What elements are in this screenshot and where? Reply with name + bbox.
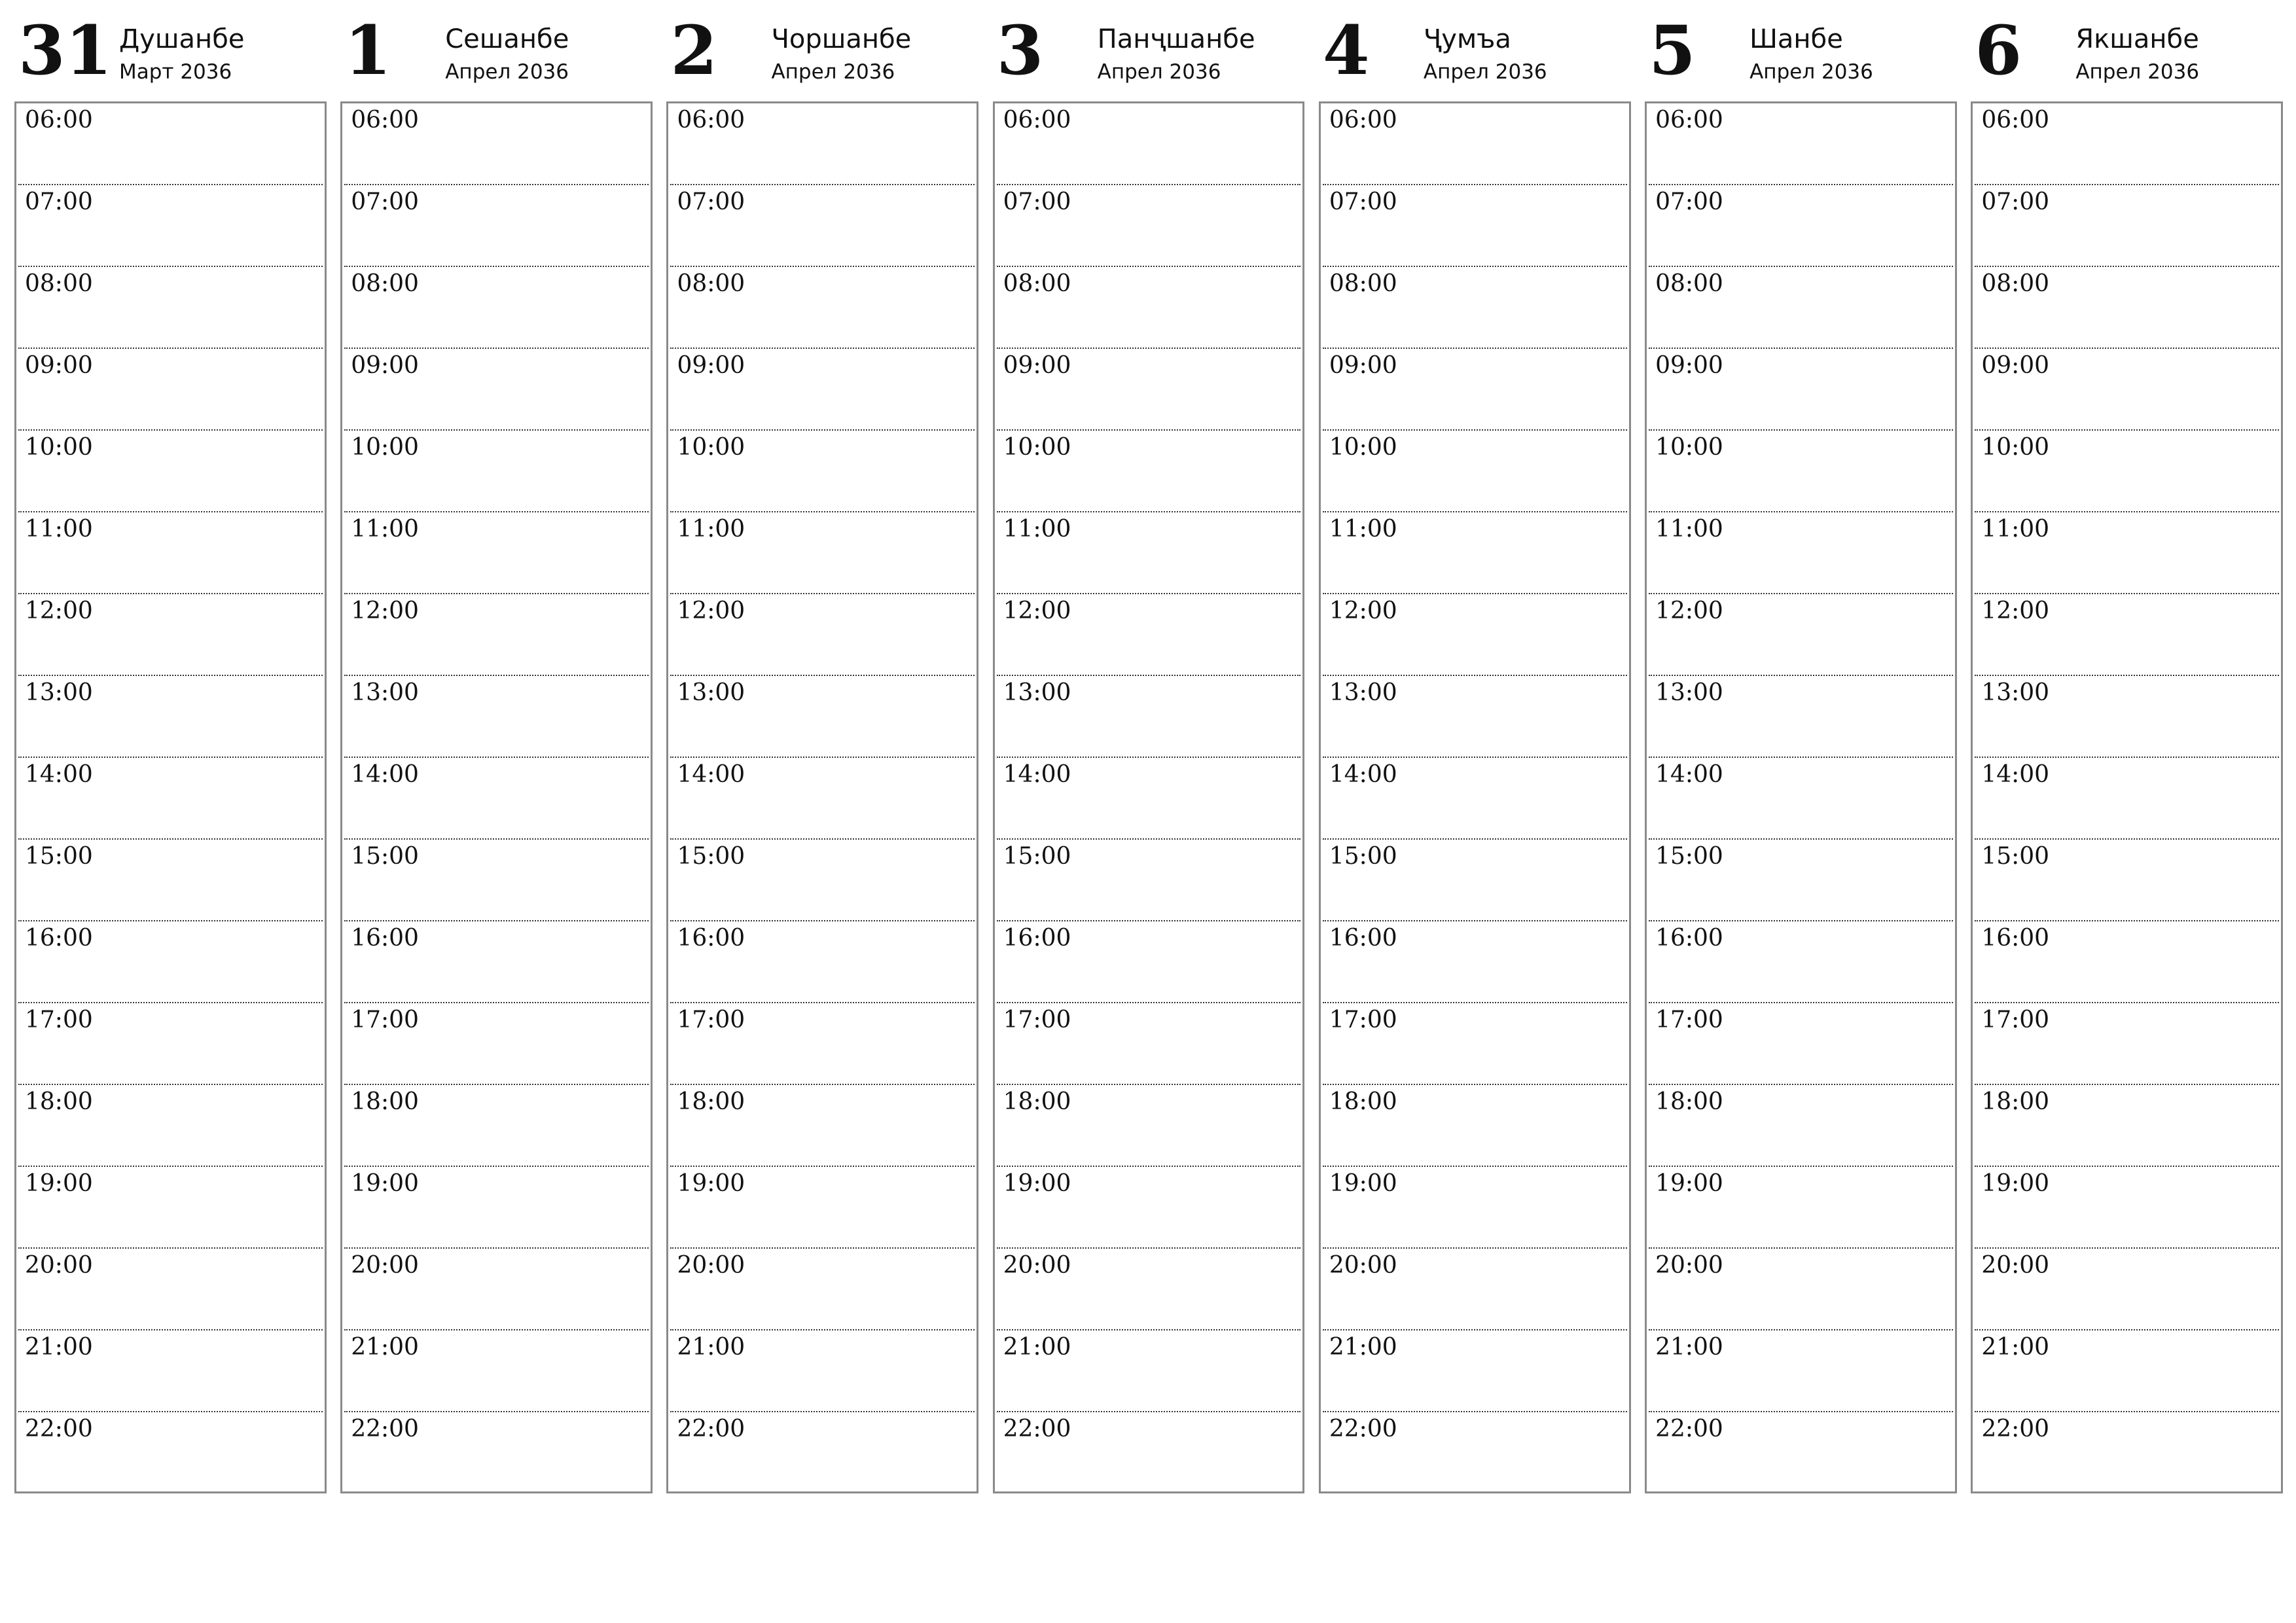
time-label: 07:00 <box>25 188 93 215</box>
time-label: 18:00 <box>1981 1088 2050 1115</box>
time-slot[interactable] <box>344 512 649 594</box>
time-slot[interactable] <box>670 103 975 185</box>
time-slot[interactable] <box>997 1167 1301 1249</box>
time-slot[interactable] <box>1323 431 1627 512</box>
month-year: Апрел 2036 <box>1097 60 1221 84</box>
time-slot[interactable] <box>18 267 323 349</box>
time-label: 07:00 <box>677 188 745 215</box>
time-label: 08:00 <box>1329 270 1397 297</box>
time-slot[interactable] <box>1323 349 1627 431</box>
time-slot[interactable] <box>1975 431 2279 512</box>
time-slot[interactable] <box>1323 1249 1627 1330</box>
time-slot[interactable] <box>18 594 323 676</box>
time-slot[interactable] <box>1323 267 1627 349</box>
time-slot[interactable] <box>1975 1085 2279 1167</box>
time-slot[interactable] <box>997 103 1301 185</box>
day-number: 1 <box>344 11 391 90</box>
time-slot[interactable] <box>18 676 323 758</box>
time-slot[interactable] <box>1323 512 1627 594</box>
time-slot[interactable] <box>18 1412 323 1491</box>
time-label: 09:00 <box>1003 352 1071 379</box>
time-slot[interactable] <box>997 349 1301 431</box>
time-label: 16:00 <box>1655 925 1723 952</box>
time-slot[interactable] <box>670 431 975 512</box>
time-label: 14:00 <box>677 761 745 788</box>
time-slot[interactable] <box>344 185 649 267</box>
time-label: 20:00 <box>1655 1252 1723 1279</box>
time-slot[interactable] <box>1323 676 1627 758</box>
time-slot[interactable] <box>670 1330 975 1412</box>
time-slot[interactable] <box>1975 594 2279 676</box>
time-label: 08:00 <box>25 270 93 297</box>
month-year: Апрел 2036 <box>1423 60 1547 84</box>
time-label: 18:00 <box>25 1088 93 1115</box>
time-slot[interactable] <box>1975 1167 2279 1249</box>
time-slot[interactable] <box>1323 840 1627 921</box>
day-column <box>666 11 978 1493</box>
time-label: 11:00 <box>25 516 93 543</box>
time-label: 17:00 <box>677 1007 745 1033</box>
time-slot[interactable] <box>1975 1330 2279 1412</box>
day-header <box>1319 11 1631 101</box>
time-label: 13:00 <box>677 679 745 706</box>
time-slot[interactable] <box>18 431 323 512</box>
time-label: 13:00 <box>1981 679 2050 706</box>
time-slot[interactable] <box>1975 512 2279 594</box>
time-slot[interactable] <box>1649 1167 1953 1249</box>
time-label: 16:00 <box>25 925 93 952</box>
time-label: 15:00 <box>1329 843 1397 870</box>
time-slot[interactable] <box>1649 103 1953 185</box>
time-label: 13:00 <box>1655 679 1723 706</box>
time-slot[interactable] <box>18 1249 323 1330</box>
time-slot[interactable] <box>1975 1003 2279 1085</box>
time-slot[interactable] <box>997 840 1301 921</box>
time-slot[interactable] <box>1975 103 2279 185</box>
time-label: 11:00 <box>1329 516 1397 543</box>
weekday-name: Панҷшанбе <box>1097 24 1255 54</box>
time-slot[interactable] <box>1649 1003 1953 1085</box>
time-label: 08:00 <box>351 270 419 297</box>
time-label: 12:00 <box>1981 597 2050 624</box>
time-slot[interactable] <box>344 1412 649 1491</box>
day-number: 3 <box>996 11 1044 90</box>
time-label: 07:00 <box>1329 188 1397 215</box>
time-slot[interactable] <box>1975 676 2279 758</box>
time-label: 10:00 <box>1981 434 2050 461</box>
day-header <box>666 11 978 101</box>
time-label: 12:00 <box>351 597 419 624</box>
time-label: 21:00 <box>1981 1334 2050 1361</box>
day-column <box>14 11 327 1493</box>
time-label: 12:00 <box>25 597 93 624</box>
day-header <box>1645 11 1957 101</box>
day-schedule-box <box>666 101 978 1493</box>
month-year: Апрел 2036 <box>1749 60 1873 84</box>
day-schedule-box <box>1645 101 1957 1493</box>
time-slot[interactable] <box>997 758 1301 840</box>
time-slot[interactable] <box>344 431 649 512</box>
time-slot[interactable] <box>997 1330 1301 1412</box>
time-label: 11:00 <box>1003 516 1071 543</box>
time-label: 06:00 <box>25 107 93 134</box>
time-slot[interactable] <box>1975 758 2279 840</box>
time-label: 17:00 <box>1003 1007 1071 1033</box>
day-header <box>14 11 327 101</box>
time-label: 21:00 <box>1655 1334 1723 1361</box>
time-label: 14:00 <box>1655 761 1723 788</box>
time-label: 10:00 <box>677 434 745 461</box>
time-slot[interactable] <box>18 840 323 921</box>
time-label: 07:00 <box>1003 188 1071 215</box>
month-year: Апрел 2036 <box>2075 60 2200 84</box>
time-label: 14:00 <box>351 761 419 788</box>
time-label: 19:00 <box>25 1170 93 1197</box>
time-slot[interactable] <box>1649 1085 1953 1167</box>
time-slot[interactable] <box>1649 1330 1953 1412</box>
time-label: 20:00 <box>1003 1252 1071 1279</box>
weekday-name: Шанбе <box>1749 24 1843 54</box>
weekday-name: Душанбе <box>119 24 245 54</box>
day-header <box>993 11 1305 101</box>
time-label: 07:00 <box>1981 188 2050 215</box>
time-slot[interactable] <box>670 267 975 349</box>
time-label: 15:00 <box>25 843 93 870</box>
time-label: 17:00 <box>351 1007 419 1033</box>
time-label: 14:00 <box>1329 761 1397 788</box>
time-label: 07:00 <box>351 188 419 215</box>
time-slot[interactable] <box>344 103 649 185</box>
time-label: 16:00 <box>351 925 419 952</box>
time-slot[interactable] <box>18 512 323 594</box>
time-label: 21:00 <box>25 1334 93 1361</box>
day-number: 5 <box>1649 11 1696 90</box>
time-slot[interactable] <box>18 349 323 431</box>
time-slot[interactable] <box>670 1412 975 1491</box>
time-label: 18:00 <box>1329 1088 1397 1115</box>
time-label: 17:00 <box>1329 1007 1397 1033</box>
time-slot[interactable] <box>1323 758 1627 840</box>
time-label: 19:00 <box>1981 1170 2050 1197</box>
time-label: 16:00 <box>1329 925 1397 952</box>
time-slot[interactable] <box>1649 512 1953 594</box>
time-slot[interactable] <box>670 185 975 267</box>
time-label: 10:00 <box>1655 434 1723 461</box>
time-slot[interactable] <box>1649 1412 1953 1491</box>
time-slot[interactable] <box>997 1249 1301 1330</box>
time-slot[interactable] <box>670 1249 975 1330</box>
time-label: 13:00 <box>1003 679 1071 706</box>
time-slot[interactable] <box>18 921 323 1003</box>
time-slot[interactable] <box>1649 676 1953 758</box>
time-label: 10:00 <box>1329 434 1397 461</box>
time-label: 21:00 <box>351 1334 419 1361</box>
time-slot[interactable] <box>344 676 649 758</box>
time-slot[interactable] <box>1975 921 2279 1003</box>
time-label: 06:00 <box>351 107 419 134</box>
time-label: 14:00 <box>1981 761 2050 788</box>
time-label: 16:00 <box>1981 925 2050 952</box>
time-slot[interactable] <box>344 1003 649 1085</box>
time-slot[interactable] <box>344 1085 649 1167</box>
time-slot[interactable] <box>18 1003 323 1085</box>
month-year: Апрел 2036 <box>445 60 569 84</box>
time-label: 21:00 <box>1003 1334 1071 1361</box>
time-slot[interactable] <box>18 185 323 267</box>
time-label: 06:00 <box>1655 107 1723 134</box>
time-slot[interactable] <box>344 921 649 1003</box>
day-schedule-box <box>993 101 1305 1493</box>
time-label: 20:00 <box>1329 1252 1397 1279</box>
time-slot[interactable] <box>1649 840 1953 921</box>
time-slot[interactable] <box>670 512 975 594</box>
day-header <box>340 11 653 101</box>
time-label: 12:00 <box>677 597 745 624</box>
time-label: 15:00 <box>351 843 419 870</box>
time-label: 19:00 <box>351 1170 419 1197</box>
time-label: 18:00 <box>351 1088 419 1115</box>
time-label: 10:00 <box>351 434 419 461</box>
time-slot[interactable] <box>344 349 649 431</box>
time-label: 22:00 <box>351 1416 419 1442</box>
day-schedule-box <box>1319 101 1631 1493</box>
time-label: 06:00 <box>1003 107 1071 134</box>
time-label: 12:00 <box>1329 597 1397 624</box>
time-slot[interactable] <box>670 1085 975 1167</box>
day-column <box>993 11 1305 1493</box>
time-label: 20:00 <box>351 1252 419 1279</box>
day-number: 6 <box>1975 11 2022 90</box>
time-slot[interactable] <box>997 512 1301 594</box>
time-label: 20:00 <box>25 1252 93 1279</box>
time-slot[interactable] <box>344 1167 649 1249</box>
time-slot[interactable] <box>670 758 975 840</box>
time-label: 14:00 <box>25 761 93 788</box>
time-slot[interactable] <box>1975 267 2279 349</box>
time-slot[interactable] <box>1649 758 1953 840</box>
day-schedule-box <box>14 101 327 1493</box>
time-slot[interactable] <box>1975 840 2279 921</box>
time-label: 17:00 <box>25 1007 93 1033</box>
time-slot[interactable] <box>1649 921 1953 1003</box>
time-slot[interactable] <box>997 594 1301 676</box>
weekday-name: Якшанбе <box>2075 24 2199 54</box>
time-label: 22:00 <box>1655 1416 1723 1442</box>
time-label: 17:00 <box>1981 1007 2050 1033</box>
time-slot[interactable] <box>1323 103 1627 185</box>
time-slot[interactable] <box>670 676 975 758</box>
time-label: 09:00 <box>351 352 419 379</box>
time-slot[interactable] <box>1649 1249 1953 1330</box>
time-slot[interactable] <box>1323 1412 1627 1491</box>
time-slot[interactable] <box>997 185 1301 267</box>
time-slot[interactable] <box>997 431 1301 512</box>
time-label: 11:00 <box>1655 516 1723 543</box>
time-slot[interactable] <box>18 758 323 840</box>
time-label: 12:00 <box>1003 597 1071 624</box>
time-slot[interactable] <box>1975 1249 2279 1330</box>
time-slot[interactable] <box>1649 267 1953 349</box>
time-slot[interactable] <box>1323 594 1627 676</box>
time-label: 17:00 <box>1655 1007 1723 1033</box>
day-number: 2 <box>670 11 718 90</box>
time-slot[interactable] <box>997 1003 1301 1085</box>
time-label: 15:00 <box>677 843 745 870</box>
time-label: 11:00 <box>1981 516 2050 543</box>
time-slot[interactable] <box>18 1085 323 1167</box>
time-label: 19:00 <box>1003 1170 1071 1197</box>
time-label: 12:00 <box>1655 597 1723 624</box>
time-label: 20:00 <box>1981 1252 2050 1279</box>
time-slot[interactable] <box>344 758 649 840</box>
time-slot[interactable] <box>1975 185 2279 267</box>
time-label: 22:00 <box>1003 1416 1071 1442</box>
time-slot[interactable] <box>997 1412 1301 1491</box>
time-label: 09:00 <box>1329 352 1397 379</box>
time-label: 16:00 <box>677 925 745 952</box>
time-label: 18:00 <box>1655 1088 1723 1115</box>
time-slot[interactable] <box>670 1167 975 1249</box>
time-label: 16:00 <box>1003 925 1071 952</box>
day-header <box>1971 11 2283 101</box>
time-label: 18:00 <box>677 1088 745 1115</box>
time-slot[interactable] <box>18 1330 323 1412</box>
time-slot[interactable] <box>1649 594 1953 676</box>
time-label: 10:00 <box>1003 434 1071 461</box>
day-number: 4 <box>1322 11 1370 90</box>
time-label: 11:00 <box>351 516 419 543</box>
time-label: 09:00 <box>25 352 93 379</box>
weekday-name: Сешанбе <box>445 24 569 54</box>
time-label: 20:00 <box>677 1252 745 1279</box>
time-slot[interactable] <box>997 921 1301 1003</box>
day-schedule-box <box>340 101 653 1493</box>
time-label: 13:00 <box>351 679 419 706</box>
time-slot[interactable] <box>997 267 1301 349</box>
time-slot[interactable] <box>1323 1085 1627 1167</box>
time-label: 07:00 <box>1655 188 1723 215</box>
day-column <box>1971 11 2283 1493</box>
time-label: 22:00 <box>677 1416 745 1442</box>
weekday-name: Ҷумъа <box>1423 24 1511 54</box>
time-slot[interactable] <box>1649 185 1953 267</box>
time-label: 19:00 <box>1329 1170 1397 1197</box>
time-slot[interactable] <box>344 594 649 676</box>
time-slot[interactable] <box>997 676 1301 758</box>
month-year: Апрел 2036 <box>771 60 895 84</box>
time-slot[interactable] <box>18 1167 323 1249</box>
weekday-name: Чоршанбе <box>771 24 912 54</box>
day-schedule-box <box>1971 101 2283 1493</box>
time-label: 22:00 <box>1329 1416 1397 1442</box>
time-label: 15:00 <box>1981 843 2050 870</box>
time-slot[interactable] <box>670 840 975 921</box>
time-label: 06:00 <box>1981 107 2050 134</box>
time-label: 06:00 <box>1329 107 1397 134</box>
time-label: 13:00 <box>1329 679 1397 706</box>
time-label: 21:00 <box>1329 1334 1397 1361</box>
day-column <box>1645 11 1957 1493</box>
time-label: 22:00 <box>25 1416 93 1442</box>
time-slot[interactable] <box>1649 431 1953 512</box>
time-label: 15:00 <box>1655 843 1723 870</box>
time-label: 11:00 <box>677 516 745 543</box>
time-label: 19:00 <box>1655 1170 1723 1197</box>
time-slot[interactable] <box>1975 1412 2279 1491</box>
time-label: 08:00 <box>1981 270 2050 297</box>
time-label: 21:00 <box>677 1334 745 1361</box>
time-slot[interactable] <box>670 921 975 1003</box>
time-label: 18:00 <box>1003 1088 1071 1115</box>
time-slot[interactable] <box>670 1003 975 1085</box>
day-number: 31 <box>18 11 113 90</box>
time-label: 08:00 <box>1003 270 1071 297</box>
time-slot[interactable] <box>997 1085 1301 1167</box>
time-slot[interactable] <box>1323 1330 1627 1412</box>
time-slot[interactable] <box>1323 921 1627 1003</box>
day-column <box>1319 11 1631 1493</box>
time-label: 10:00 <box>25 434 93 461</box>
time-label: 09:00 <box>1981 352 2050 379</box>
time-label: 09:00 <box>677 352 745 379</box>
time-label: 13:00 <box>25 679 93 706</box>
month-year: Март 2036 <box>119 60 232 84</box>
time-slot[interactable] <box>344 1249 649 1330</box>
time-slot[interactable] <box>18 103 323 185</box>
time-slot[interactable] <box>344 267 649 349</box>
time-label: 15:00 <box>1003 843 1071 870</box>
time-label: 08:00 <box>1655 270 1723 297</box>
time-label: 19:00 <box>677 1170 745 1197</box>
week-planner <box>14 11 2283 1493</box>
time-label: 09:00 <box>1655 352 1723 379</box>
time-slot[interactable] <box>344 1330 649 1412</box>
time-slot[interactable] <box>1323 1167 1627 1249</box>
time-label: 22:00 <box>1981 1416 2050 1442</box>
time-slot[interactable] <box>1323 1003 1627 1085</box>
time-label: 14:00 <box>1003 761 1071 788</box>
time-slot[interactable] <box>344 840 649 921</box>
time-label: 06:00 <box>677 107 745 134</box>
time-slot[interactable] <box>1649 349 1953 431</box>
time-slot[interactable] <box>1323 185 1627 267</box>
day-column <box>340 11 653 1493</box>
time-slot[interactable] <box>1975 349 2279 431</box>
time-slot[interactable] <box>670 349 975 431</box>
time-label: 08:00 <box>677 270 745 297</box>
time-slot[interactable] <box>670 594 975 676</box>
